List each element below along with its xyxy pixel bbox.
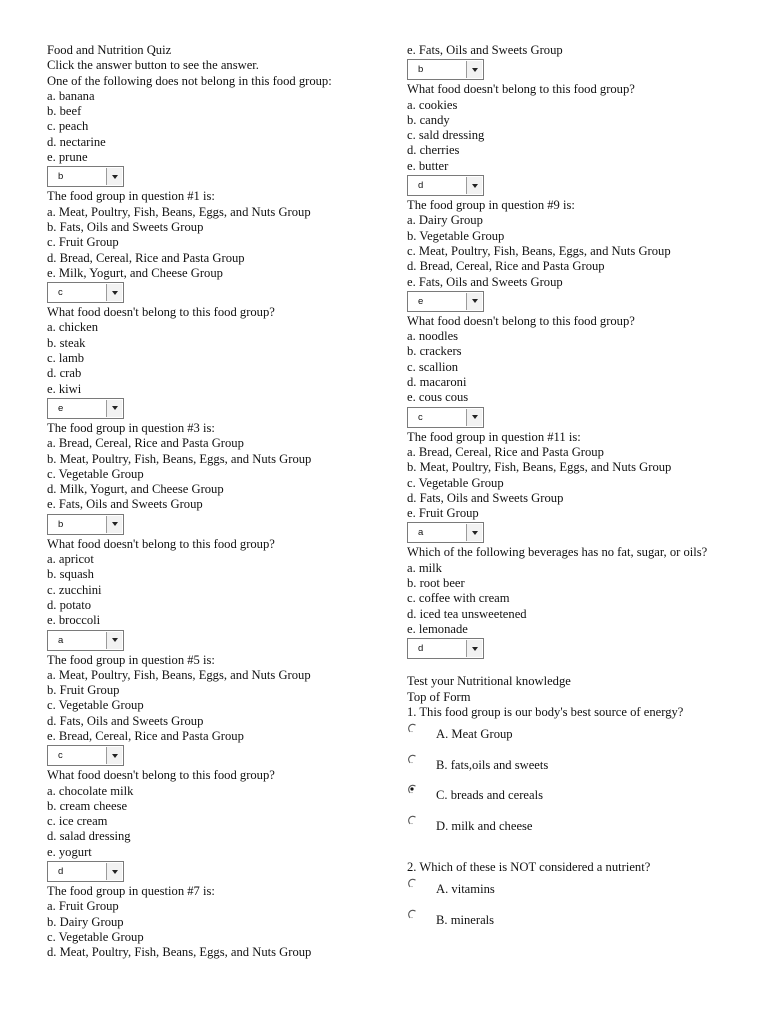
test-q1-radio-group bbox=[407, 720, 757, 843]
chevron-down-icon[interactable] bbox=[106, 400, 122, 417]
quiz-instruction: Click the answer button to see the answer. bbox=[47, 58, 259, 73]
chevron-down-icon[interactable] bbox=[106, 168, 122, 185]
q4-answer-value: b bbox=[58, 518, 64, 530]
q3-option-b: b. steak bbox=[47, 335, 86, 350]
section-spacer bbox=[407, 661, 757, 674]
q4-option-a: a. Bread, Cereal, Rice and Pasta Group bbox=[47, 436, 244, 451]
chevron-down-icon[interactable] bbox=[106, 863, 122, 880]
q6-option-c: c. Vegetable Group bbox=[47, 698, 144, 713]
q8-option-e: e. Fats, Oils and Sweets Group bbox=[407, 43, 563, 57]
q5-option-a: a. apricot bbox=[47, 552, 94, 567]
q13-option-b: b. root beer bbox=[407, 576, 465, 591]
form-top-label: Top of Form bbox=[407, 689, 471, 704]
q11-option-c: c. scallion bbox=[407, 359, 459, 374]
test-q1-option-label: C. breads and cereals bbox=[436, 788, 543, 803]
radio-button-unchecked[interactable] bbox=[407, 815, 417, 825]
q3-option-e: e. kiwi bbox=[47, 381, 82, 396]
q1-option-c: c. peach bbox=[47, 119, 89, 134]
question-8-text: The food group in question #7 is: bbox=[47, 884, 215, 899]
q8-option-b: b. Dairy Group bbox=[47, 914, 124, 929]
question-12-text: The food group in question #11 is: bbox=[407, 429, 581, 444]
q3-option-a: a. chicken bbox=[47, 320, 99, 335]
q10-option-b: b. Vegetable Group bbox=[407, 228, 505, 243]
q7-option-c: c. ice cream bbox=[47, 814, 108, 829]
q1-option-d: d. nectarine bbox=[47, 134, 106, 149]
q10-option-c: c. Meat, Poultry, Fish, Beans, Eggs, and Nuts Group bbox=[407, 243, 671, 258]
q13-option-e: e. lemonade bbox=[407, 621, 468, 636]
q3-option-d: d. crab bbox=[47, 366, 82, 381]
chevron-down-icon[interactable] bbox=[466, 61, 482, 78]
q7-option-b: b. cream cheese bbox=[47, 798, 128, 813]
q2-option-c: c. Fruit Group bbox=[47, 235, 119, 250]
q13-answer-select[interactable] bbox=[407, 638, 484, 659]
q13-option-c: c. coffee with cream bbox=[407, 591, 510, 606]
question-4-text: The food group in question #3 is: bbox=[47, 420, 215, 435]
question-7-text: What food doesn't belong to this food group? bbox=[47, 768, 275, 783]
question-9-text: What food doesn't belong to this food group? bbox=[407, 82, 635, 97]
q12-answer-value: a bbox=[418, 527, 424, 539]
q9-option-c: c. sald dressing bbox=[407, 128, 485, 143]
q4-option-e: e. Fats, Oils and Sweets Group bbox=[47, 497, 203, 512]
chevron-down-icon[interactable] bbox=[466, 293, 482, 310]
q1-option-b: b. beef bbox=[47, 104, 82, 119]
q5-answer-select[interactable] bbox=[47, 630, 124, 651]
q9-answer-select[interactable] bbox=[407, 175, 484, 196]
q5-option-d: d. potato bbox=[47, 597, 92, 612]
radio-button-checked[interactable] bbox=[407, 784, 417, 794]
chevron-down-icon[interactable] bbox=[466, 177, 482, 194]
test-q2-option[interactable] bbox=[407, 906, 757, 937]
q8-option-a: a. Fruit Group bbox=[47, 899, 119, 914]
question-11-text: What food doesn't belong to this food group? bbox=[407, 313, 635, 328]
q12-option-e: e. Fruit Group bbox=[407, 506, 479, 521]
q1-answer-value: b bbox=[58, 171, 64, 183]
q9-option-a: a. cookies bbox=[407, 97, 458, 112]
q2-answer-select[interactable] bbox=[47, 282, 124, 303]
q1-option-e: e. prune bbox=[47, 150, 88, 165]
q6-answer-value: c bbox=[58, 750, 63, 762]
question-1-text: One of the following does not belong in this food group: bbox=[47, 73, 332, 88]
q11-answer-select[interactable] bbox=[407, 407, 484, 428]
chevron-down-icon[interactable] bbox=[466, 409, 482, 426]
q7-option-a: a. chocolate milk bbox=[47, 783, 134, 798]
question-10-text: The food group in question #9 is: bbox=[407, 198, 575, 213]
chevron-down-icon[interactable] bbox=[106, 516, 122, 533]
q8-answer-select[interactable] bbox=[407, 59, 484, 80]
q7-answer-select[interactable] bbox=[47, 861, 124, 882]
chevron-down-icon[interactable] bbox=[106, 632, 122, 649]
q13-answer-value: d bbox=[418, 643, 424, 655]
q7-answer-value: d bbox=[58, 866, 64, 878]
q6-answer-select[interactable] bbox=[47, 745, 124, 766]
q12-answer-select[interactable] bbox=[407, 522, 484, 543]
q5-answer-value: a bbox=[58, 634, 64, 646]
q11-option-d: d. macaroni bbox=[407, 375, 467, 390]
q7-option-d: d. salad dressing bbox=[47, 829, 131, 844]
q12-option-d: d. Fats, Oils and Sweets Group bbox=[407, 490, 564, 505]
section-spacer bbox=[407, 843, 757, 860]
question-2-text: The food group in question #1 is: bbox=[47, 189, 215, 204]
chevron-down-icon[interactable] bbox=[106, 747, 122, 764]
q8-answer-value: b bbox=[418, 64, 424, 76]
test-q2-option-label: B. minerals bbox=[436, 912, 495, 927]
q3-answer-value: e bbox=[58, 402, 64, 414]
test-q1-option-label: D. milk and cheese bbox=[436, 819, 533, 834]
test-q1-option[interactable] bbox=[407, 781, 757, 812]
radio-button-unchecked[interactable] bbox=[407, 878, 417, 888]
q2-answer-value: c bbox=[58, 287, 63, 299]
q2-option-a: a. Meat, Poultry, Fish, Beans, Eggs, and Nuts Group bbox=[47, 204, 311, 219]
q2-option-b: b. Fats, Oils and Sweets Group bbox=[47, 219, 204, 234]
q12-option-b: b. Meat, Poultry, Fish, Beans, Eggs, and Nuts Group bbox=[407, 460, 672, 475]
q10-option-a: a. Dairy Group bbox=[407, 213, 483, 228]
quiz-right-column bbox=[407, 43, 757, 937]
q5-option-e: e. broccoli bbox=[47, 613, 101, 628]
chevron-down-icon[interactable] bbox=[466, 524, 482, 541]
radio-button-unchecked[interactable] bbox=[407, 754, 417, 764]
q6-option-d: d. Fats, Oils and Sweets Group bbox=[47, 713, 204, 728]
q12-option-a: a. Bread, Cereal, Rice and Pasta Group bbox=[407, 444, 604, 459]
q9-option-b: b. candy bbox=[407, 112, 450, 127]
test-q2-option[interactable] bbox=[407, 875, 757, 906]
test-q1-option-label: A. Meat Group bbox=[436, 727, 513, 742]
q11-option-b: b. crackers bbox=[407, 344, 462, 359]
q9-answer-value: d bbox=[418, 180, 424, 192]
q4-option-b: b. Meat, Poultry, Fish, Beans, Eggs, and Nuts Group bbox=[47, 451, 312, 466]
q4-option-c: c. Vegetable Group bbox=[47, 466, 144, 481]
q13-option-d: d. iced tea unsweetened bbox=[407, 606, 527, 621]
q6-option-b: b. Fruit Group bbox=[47, 683, 120, 698]
test-q2-option-label: A. vitamins bbox=[436, 882, 495, 897]
test-q1-option[interactable] bbox=[407, 812, 757, 843]
q6-option-a: a. Meat, Poultry, Fish, Beans, Eggs, and Nuts Group bbox=[47, 667, 311, 682]
q1-option-a: a. banana bbox=[47, 88, 95, 103]
question-5-text: What food doesn't belong to this food group? bbox=[47, 536, 275, 551]
q1-answer-select[interactable] bbox=[47, 166, 124, 187]
test-title: Test your Nutritional knowledge bbox=[407, 674, 571, 689]
q10-option-d: d. Bread, Cereal, Rice and Pasta Group bbox=[407, 259, 605, 274]
test-question-1-text: 1. This food group is our body's best source of energy? bbox=[407, 704, 684, 719]
test-q1-option[interactable] bbox=[407, 720, 757, 751]
q12-option-c: c. Vegetable Group bbox=[407, 475, 504, 490]
q13-option-a: a. milk bbox=[407, 560, 442, 575]
q7-option-e: e. yogurt bbox=[47, 844, 92, 859]
q11-option-a: a. noodles bbox=[407, 329, 459, 344]
quiz-left-column bbox=[47, 43, 399, 961]
test-question-2-text: 2. Which of these is NOT considered a nutrient? bbox=[407, 859, 651, 874]
question-6-text: The food group in question #5 is: bbox=[47, 652, 215, 667]
q8-option-d: d. Meat, Poultry, Fish, Beans, Eggs, and Nuts Group bbox=[47, 945, 312, 960]
q4-answer-select[interactable] bbox=[47, 514, 124, 535]
q2-option-d: d. Bread, Cereal, Rice and Pasta Group bbox=[47, 250, 245, 265]
question-3-text: What food doesn't belong to this food group? bbox=[47, 305, 275, 320]
q5-option-b: b. squash bbox=[47, 567, 94, 582]
test-q1-option[interactable] bbox=[407, 751, 757, 782]
q11-answer-value: c bbox=[418, 411, 423, 423]
q8-option-c: c. Vegetable Group bbox=[47, 929, 144, 944]
q10-answer-select[interactable] bbox=[407, 291, 484, 312]
q6-option-e: e. Bread, Cereal, Rice and Pasta Group bbox=[47, 728, 244, 743]
q10-option-e: e. Fats, Oils and Sweets Group bbox=[407, 274, 563, 289]
q10-answer-value: e bbox=[418, 295, 424, 307]
test-q2-radio-group bbox=[407, 875, 757, 936]
q3-option-c: c. lamb bbox=[47, 351, 85, 366]
radio-button-unchecked[interactable] bbox=[407, 723, 417, 733]
q3-answer-select[interactable] bbox=[47, 398, 124, 419]
q9-option-e: e. butter bbox=[407, 158, 449, 173]
radio-button-unchecked[interactable] bbox=[407, 909, 417, 919]
test-q1-option-label: B. fats,oils and sweets bbox=[436, 757, 549, 772]
quiz-title: Food and Nutrition Quiz bbox=[47, 43, 172, 57]
q4-option-d: d. Milk, Yogurt, and Cheese Group bbox=[47, 482, 224, 497]
chevron-down-icon[interactable] bbox=[106, 284, 122, 301]
q2-option-e: e. Milk, Yogurt, and Cheese Group bbox=[47, 265, 223, 280]
chevron-down-icon[interactable] bbox=[466, 640, 482, 657]
q5-option-c: c. zucchini bbox=[47, 582, 102, 597]
question-13-text: Which of the following beverages has no fat, sugar, or oils? bbox=[407, 545, 708, 560]
q9-option-d: d. cherries bbox=[407, 143, 460, 158]
q11-option-e: e. cous cous bbox=[407, 390, 469, 405]
